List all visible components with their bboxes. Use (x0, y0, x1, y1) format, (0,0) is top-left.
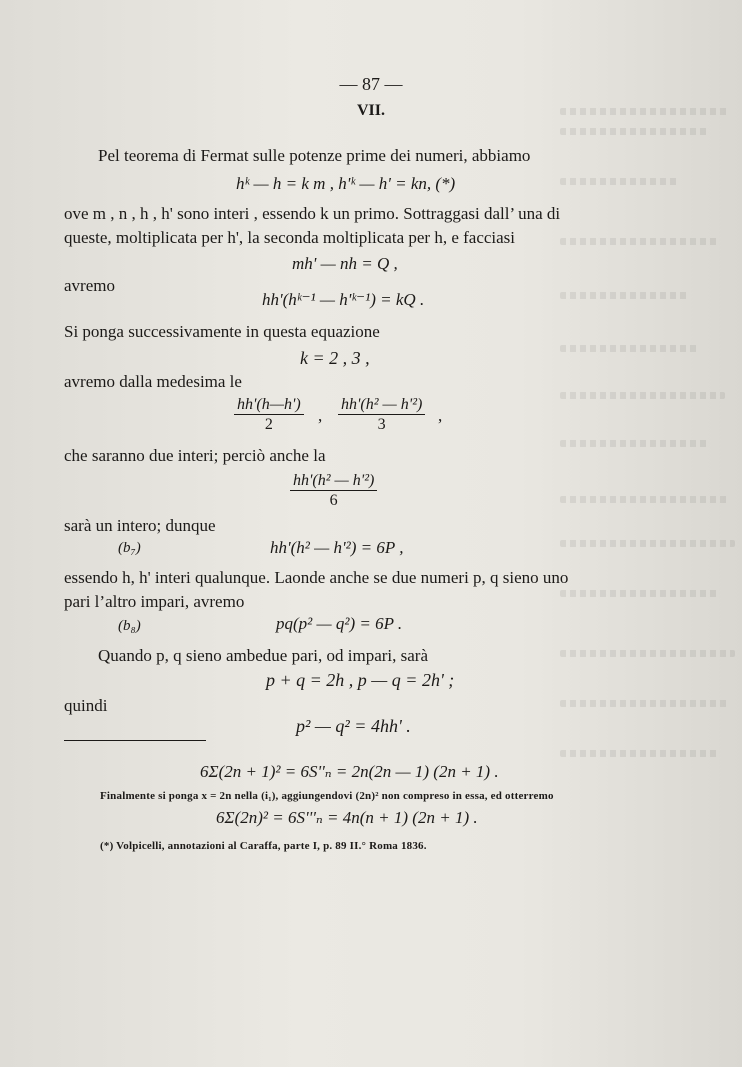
bleed-through-mark (560, 238, 720, 245)
footnote-equation: 6Σ(2n)² = 6S'''ₙ = 4n(n + 1) (2n + 1) . (216, 808, 478, 827)
paragraph: essendo h, h' interi qualunque. Laonde anche se due numeri p, q sieno uno (64, 568, 569, 587)
paragraph: sarà un intero; dunque (64, 516, 216, 535)
footnote-text: Finalmente si ponga x = 2n nella (i₁), aggiungendovi (2n)² non compreso in essa, ed otterremo (100, 790, 554, 802)
paragraph: che saranno due interi; perciò anche la (64, 446, 326, 465)
bleed-through-mark (560, 750, 720, 757)
bleed-through-mark (560, 700, 730, 707)
fraction-numerator: hh'(h² — h'²) (338, 396, 425, 415)
fraction-denominator: 2 (264, 416, 273, 433)
fraction-numerator: hh'(h—h') (234, 396, 304, 415)
bleed-through-mark (560, 540, 735, 547)
equation: hᵏ — h = k m , h'ᵏ — h' = kn, (*) (236, 174, 456, 193)
equation: p + q = 2h , p — q = 2h' ; (266, 670, 455, 690)
paragraph: avremo (64, 276, 115, 295)
paragraph: queste, moltiplicata per h', la seconda moltiplicata per h, e facciasi (64, 228, 516, 247)
bleed-through-mark (560, 345, 700, 352)
equation: p² — q² = 4hh' . (296, 716, 411, 736)
equation: pq(p² — q²) = 6P . (276, 614, 403, 633)
bleed-through-mark (560, 650, 735, 657)
section-heading: VII. (356, 102, 385, 119)
paragraph: Quando p, q sieno ambedue pari, od impari, sarà (98, 646, 428, 665)
fraction-denominator: 3 (377, 416, 386, 433)
bleed-through-mark (560, 440, 710, 447)
paragraph: pari l’altro impari, avremo (64, 592, 245, 611)
equation-label: (b₇) (118, 540, 141, 556)
equation: mh' — nh = Q , (292, 254, 398, 273)
paragraph: avremo dalla medesima le (64, 372, 242, 391)
fraction-denominator: 6 (329, 492, 338, 509)
bleed-through-mark (560, 590, 720, 597)
fraction-numerator: hh'(h² — h'²) (290, 472, 377, 491)
fraction (234, 396, 304, 434)
footnote-reference: (*) Volpicelli, annotazioni al Caraffa, parte I, p. 89 II.° Roma 1836. (100, 840, 427, 852)
paragraph: ove m , n , h , h' sono interi , essendo k un primo. Sottraggasi dall’ una di (64, 204, 561, 223)
bleed-through-mark (560, 392, 725, 399)
equation: k = 2 , 3 , (300, 348, 370, 368)
bleed-through-mark (560, 292, 690, 299)
paragraph: Pel teorema di Fermat sulle potenze prime dei numeri, abbiamo (98, 146, 531, 165)
equation-label: (b₈) (118, 618, 141, 634)
footnote-rule (64, 740, 206, 741)
fraction (338, 396, 425, 434)
footnote-equation: 6Σ(2n + 1)² = 6S''ₙ = 2n(2n — 1) (2n + 1) . (200, 762, 499, 781)
paragraph: quindi (64, 696, 108, 715)
bleed-through-mark (560, 496, 730, 503)
page-number: — 87 — (339, 74, 403, 94)
fraction (290, 472, 377, 510)
fraction-separator: , (318, 406, 323, 425)
bleed-through-mark (560, 128, 710, 135)
paragraph: Si ponga successivamente in questa equazione (64, 322, 380, 341)
equation: hh'(hᵏ⁻¹ — h'ᵏ⁻¹) = kQ . (262, 290, 425, 309)
fraction-separator: , (438, 406, 443, 425)
bleed-through-mark (560, 178, 680, 185)
equation: hh'(h² — h'²) = 6P , (270, 538, 404, 557)
